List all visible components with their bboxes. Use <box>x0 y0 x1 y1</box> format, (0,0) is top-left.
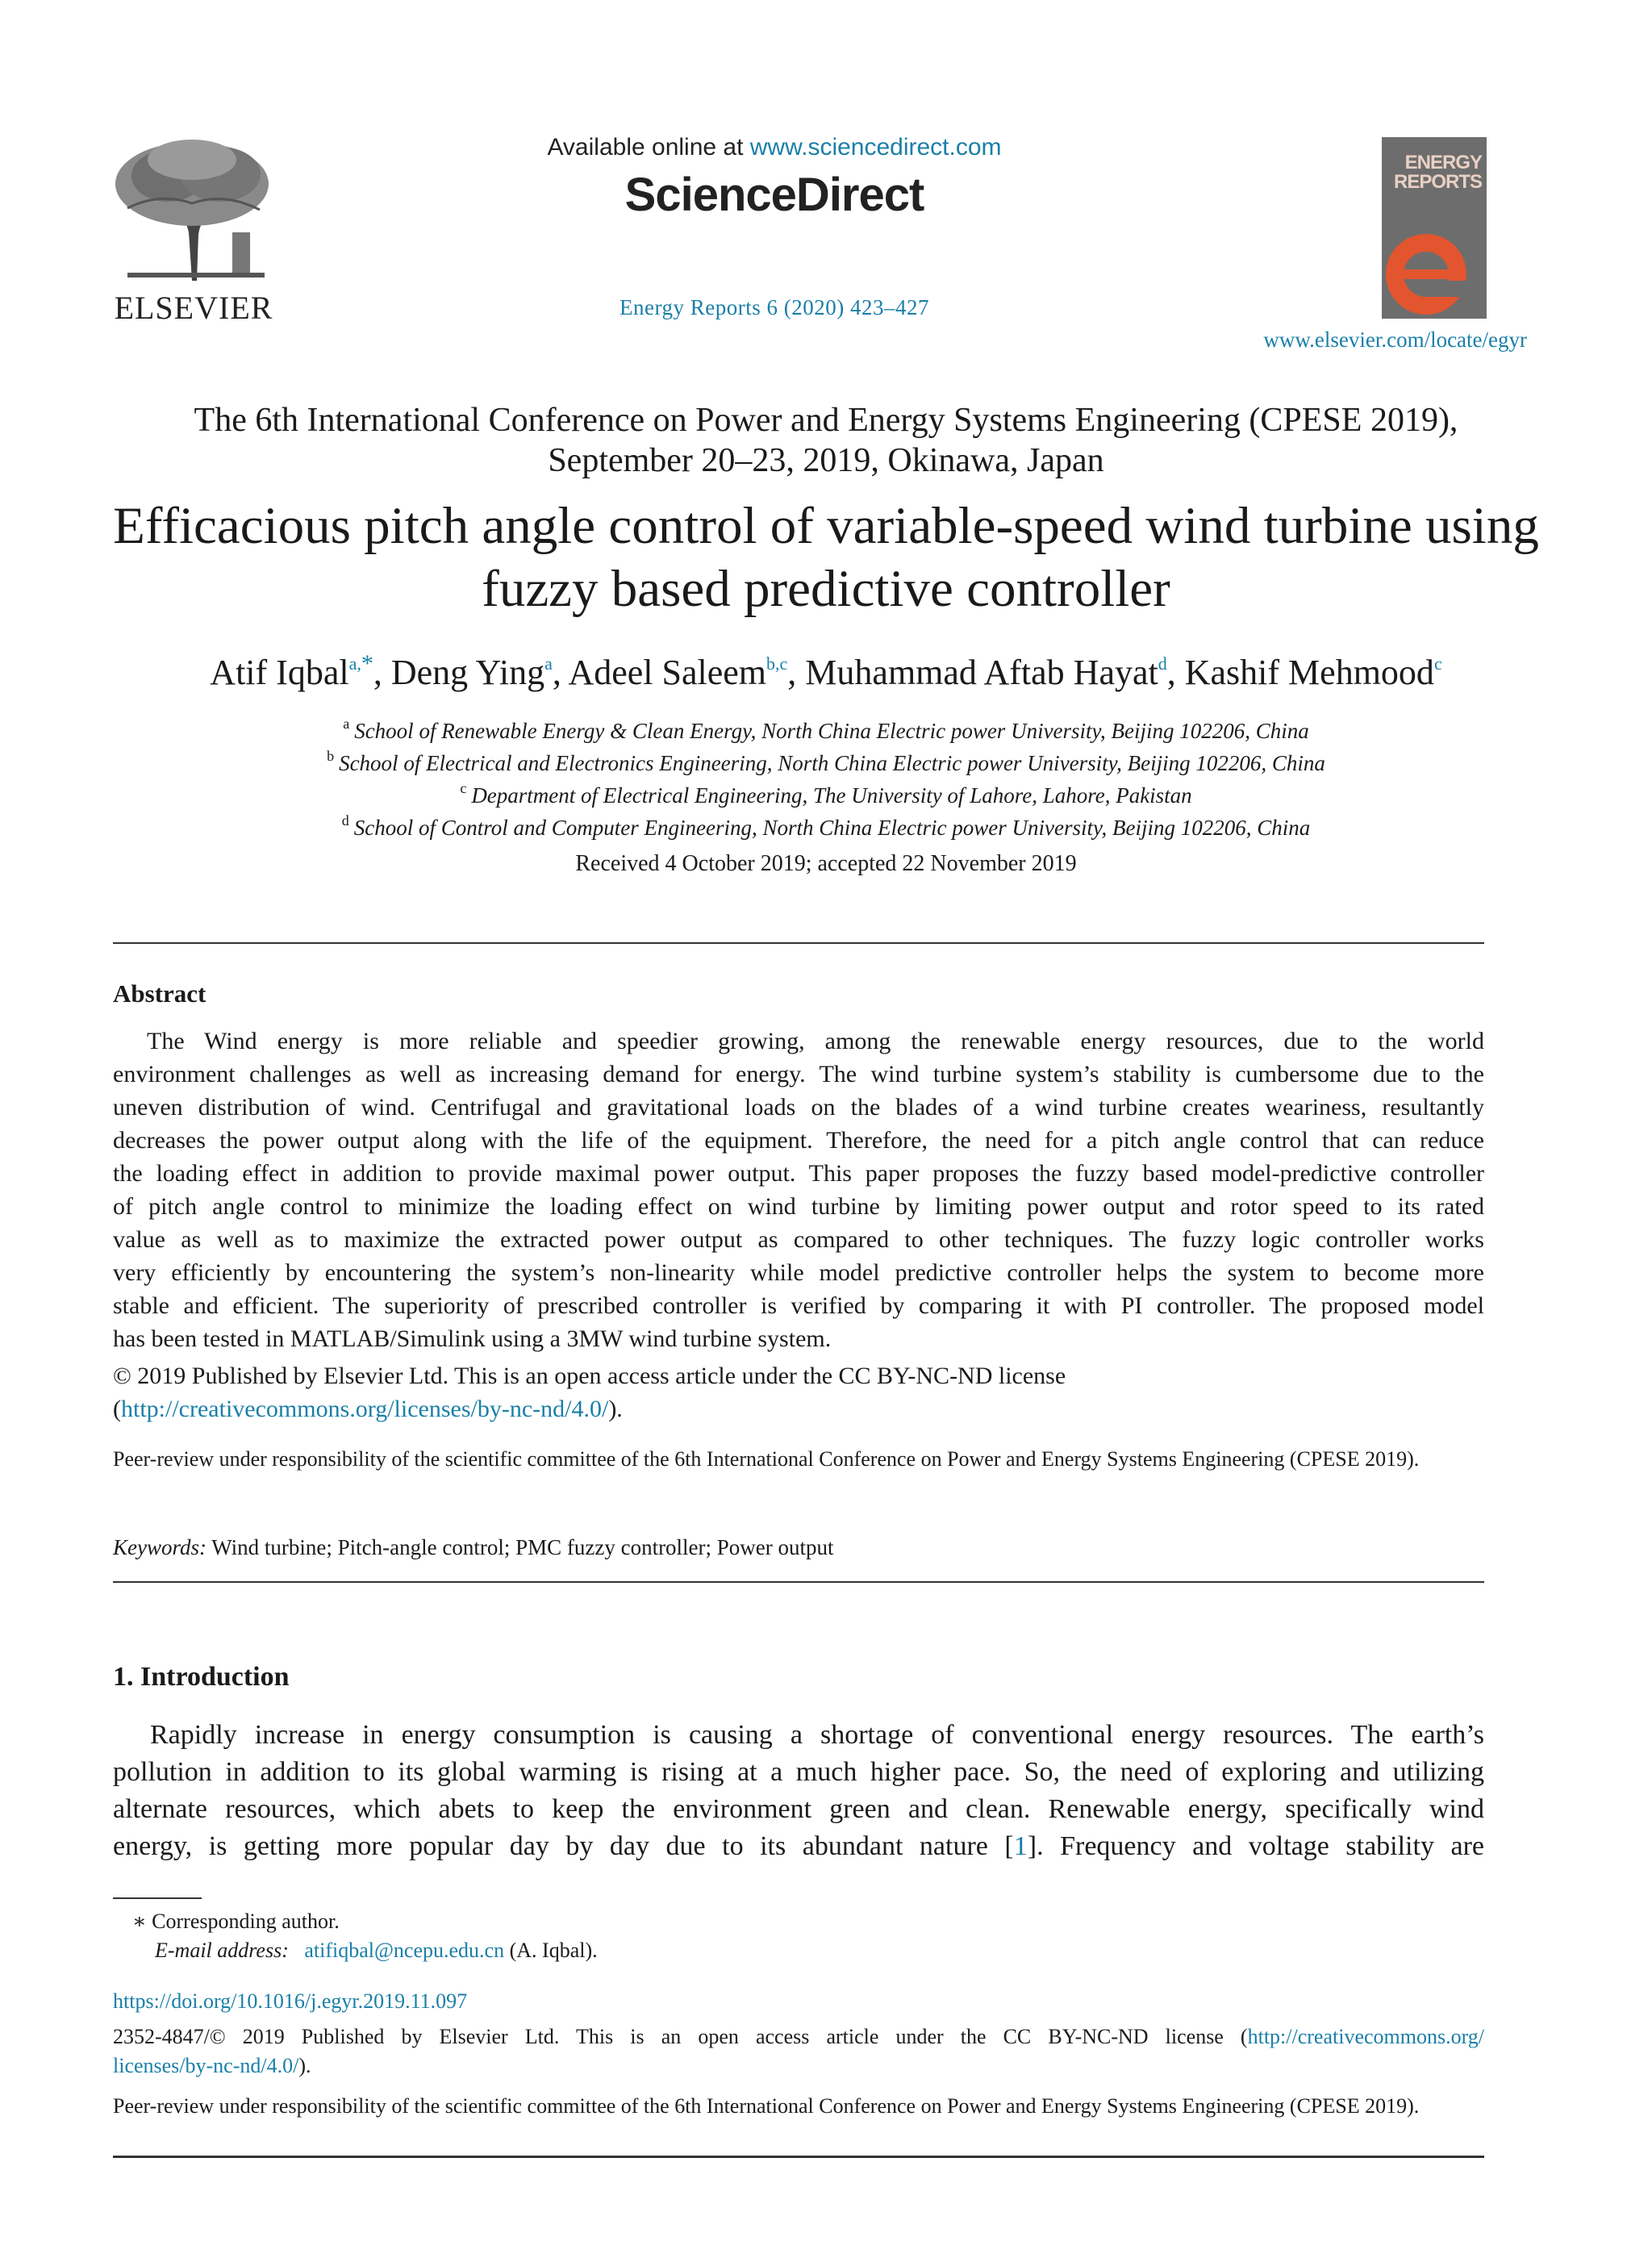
available-online <box>452 134 1097 161</box>
footnote-divider <box>113 1897 202 1899</box>
journal-cover <box>1382 137 1544 319</box>
affiliation-text: School of Electrical and Electronics Engineering, North China Electric power University, Beijing 102206, China <box>339 751 1325 775</box>
doi-link[interactable]: https://doi.org/10.1016/j.egyr.2019.11.097 <box>113 1989 468 2013</box>
affiliation <box>81 742 1571 777</box>
email-link[interactable]: atifiqbal@ncepu.edu.cn <box>304 1939 505 1962</box>
received-dates: Received 4 October 2019; accepted 22 November 2019 <box>575 851 1077 876</box>
publisher-name: ELSEVIER <box>114 290 273 326</box>
license-footer <box>113 2022 1484 2081</box>
author-affiliation-sup[interactable]: b,c <box>766 653 788 674</box>
author-name[interactable]: Atif Iqbal <box>210 653 349 692</box>
intro-line: pollution in addition to its global warming is rising at a much higher pace. So, the need of exploring and utilizing <box>113 1757 1484 1787</box>
abstract-line: stable and efficient. The superiority of prescribed controller is verified by comparing it with PI controller. The proposed model <box>113 1292 1484 1319</box>
abstract-line: very efficiently by encountering the system’s non-linearity while model predictive controller helps the system to become more <box>113 1259 1484 1286</box>
affiliation-key: b <box>327 748 335 764</box>
author-list: Atif Iqbal$^{a,*}$, Deng Ying$^a$, Adeel Saleem$^{b,c}$, Muhammad Aftab Hayat$^d$, Kashif Mehmood$^c$ <box>210 650 1442 692</box>
abstract-line: of pitch angle control to minimize the loading effect on wind turbine by limiting power output and rotor speed to its rated <box>113 1193 1484 1220</box>
keywords-label: Keywords: <box>113 1535 206 1559</box>
available-prefix: Available online at <box>547 134 750 161</box>
cover-title-line-2: REPORTS <box>1393 171 1482 193</box>
license-open: ( <box>113 1396 121 1422</box>
email-label: E-mail address: <box>155 1939 289 1962</box>
abstract-line: value as well as to maximize the extracted power output as compared to other techniques. The fuzzy logic controller works <box>113 1226 1484 1253</box>
author-name[interactable]: Kashif Mehmood <box>1184 653 1434 692</box>
journal-reference-link[interactable]: Energy Reports 6 (2020) 423–427 <box>620 295 929 319</box>
section-heading-introduction: 1. Introduction <box>113 1662 290 1692</box>
author-name[interactable]: Adeel Saleem <box>568 653 767 692</box>
affiliation <box>81 807 1571 841</box>
email-note <box>113 1936 1484 1965</box>
license-line <box>113 1392 1484 1425</box>
author-name[interactable]: Deng Ying <box>390 653 545 692</box>
divider <box>113 1581 1484 1583</box>
author-name[interactable]: Muhammad Aftab Hayat <box>805 653 1158 692</box>
corresponding-star[interactable]: * <box>361 650 373 677</box>
license-link[interactable]: http://creativecommons.org/licenses/by-nc-nd/4.0/ <box>121 1396 609 1422</box>
author-affiliation-sup[interactable]: c <box>1433 653 1442 674</box>
license-footer-prefix: 2352-4847/© 2019 Published by Elsevier Ltd. This is an open access article under the CC BY-NC-ND license ( <box>113 2025 1248 2048</box>
conference-line-2: September 20–23, 2019, Okinawa, Japan <box>548 442 1104 479</box>
cover-title <box>1387 153 1482 192</box>
citation-link[interactable]: 1 <box>1013 1831 1028 1861</box>
title-line-2: fuzzy based predictive controller <box>482 560 1170 618</box>
peer-review-statement: Peer-review under responsibility of the scientific committee of the 6th International Conference on Power and Energy Systems Engineering (CPESE 2019). <box>113 1447 1420 1471</box>
paper-title <box>81 495 1571 620</box>
abstract-line: has been tested in MATLAB/Simulink using a 3MW wind turbine system. <box>113 1325 832 1352</box>
copyright-notice <box>113 1359 1484 1425</box>
affiliation <box>81 774 1571 809</box>
footnote <box>113 1907 1484 1965</box>
abstract-line: The Wind energy is more reliable and speedier growing, among the renewable energy resources, due to the world <box>147 1028 1484 1054</box>
license-footer-link-1[interactable]: http://creativecommons.org/ <box>1247 2025 1484 2048</box>
affiliation-key: a <box>343 716 350 732</box>
author-affiliation-sup[interactable]: a, <box>348 653 361 674</box>
divider <box>113 942 1484 944</box>
license-footer-link-2[interactable]: licenses/by-nc-nd/4.0/ <box>113 2054 299 2077</box>
abstract-heading: Abstract <box>113 979 206 1008</box>
affiliation-text: Department of Electrical Engineering, The University of Lahore, Lahore, Pakistan <box>471 783 1192 808</box>
affiliation <box>81 710 1571 745</box>
copyright-text: © 2019 Published by Elsevier Ltd. This is an open access article under the CC BY-NC-ND license <box>113 1363 1066 1389</box>
abstract-line: uneven distribution of wind. Centrifugal and gravitational loads on the blades of a wind turbine creates weariness, resultantly <box>113 1094 1484 1121</box>
affiliation-key: c <box>460 780 467 796</box>
elsevier-tree-logo <box>111 136 276 281</box>
footnote-marker: ∗ <box>132 1910 147 1933</box>
license-footer-line <box>113 2022 1484 2052</box>
abstract-line: environment challenges as well as increasing demand for energy. The wind turbine system’s stability is cumbersome due to the <box>113 1061 1484 1087</box>
sciencedirect-link[interactable]: www.sciencedirect.com <box>749 134 1002 161</box>
conference-line-1: The 6th International Conference on Power and Energy Systems Engineering (CPESE 2019), <box>194 402 1458 439</box>
cover-e-graphic <box>1382 210 1487 319</box>
peer-review-footer: Peer-review under responsibility of the scientific committee of the 6th International Conference on Power and Energy Systems Engineering (CPESE 2019). <box>113 2094 1420 2118</box>
title-line-1: Efficacious pitch angle control of variable-speed wind turbine using <box>113 497 1539 555</box>
license-footer-line <box>113 2052 1484 2081</box>
conference-name <box>81 400 1571 481</box>
abstract-line: the loading effect in addition to provide maximal power output. This paper proposes the fuzzy based model-predictive controller <box>113 1160 1484 1187</box>
keywords <box>113 1535 1484 1560</box>
introduction-body <box>113 1717 1484 1865</box>
intro-text: energy, is getting more popular day by day due to its abundant nature [ <box>113 1831 1014 1861</box>
license-footer-suffix: ). <box>298 2054 311 2077</box>
intro-line: Rapidly increase in energy consumption is causing a shortage of conventional energy resources. The earth’s <box>150 1720 1484 1750</box>
email-suffix: (A. Iqbal). <box>504 1939 598 1962</box>
affiliation-text: School of Control and Computer Engineering, North China Electric power University, Beijing 102206, China <box>353 816 1311 840</box>
affiliation-key: d <box>341 812 349 829</box>
intro-line <box>113 1828 1484 1865</box>
intro-text: ]. Frequency and voltage stability are <box>1027 1831 1484 1861</box>
abstract-body <box>113 1025 1484 1355</box>
affiliation-text: School of Renewable Energy & Clean Energy, North China Electric power University, Beijing 102206, China <box>354 719 1309 743</box>
author-affiliation-sup[interactable]: d <box>1158 653 1167 674</box>
cover-title-line-1: ENERGY <box>1404 152 1482 173</box>
sciencedirect-wordmark: ScienceDirect <box>624 169 924 221</box>
corresponding-author-note <box>113 1907 1484 1936</box>
license-close: ). <box>608 1396 623 1422</box>
journal-homepage-link[interactable]: www.elsevier.com/locate/egyr <box>1263 328 1527 352</box>
footer-divider <box>113 2156 1484 2158</box>
author-affiliation-sup[interactable]: a <box>544 653 553 674</box>
abstract-line: decreases the power output along with the life of the equipment. Therefore, the need for a pitch angle control that can reduce <box>113 1127 1484 1154</box>
footnote-corresponding: Corresponding author. <box>146 1910 340 1933</box>
keywords-text: Wind turbine; Pitch-angle control; PMC fuzzy controller; Power output <box>206 1535 834 1559</box>
intro-line: alternate resources, which abets to keep the environment green and clean. Renewable energy, specifically wind <box>113 1794 1484 1824</box>
